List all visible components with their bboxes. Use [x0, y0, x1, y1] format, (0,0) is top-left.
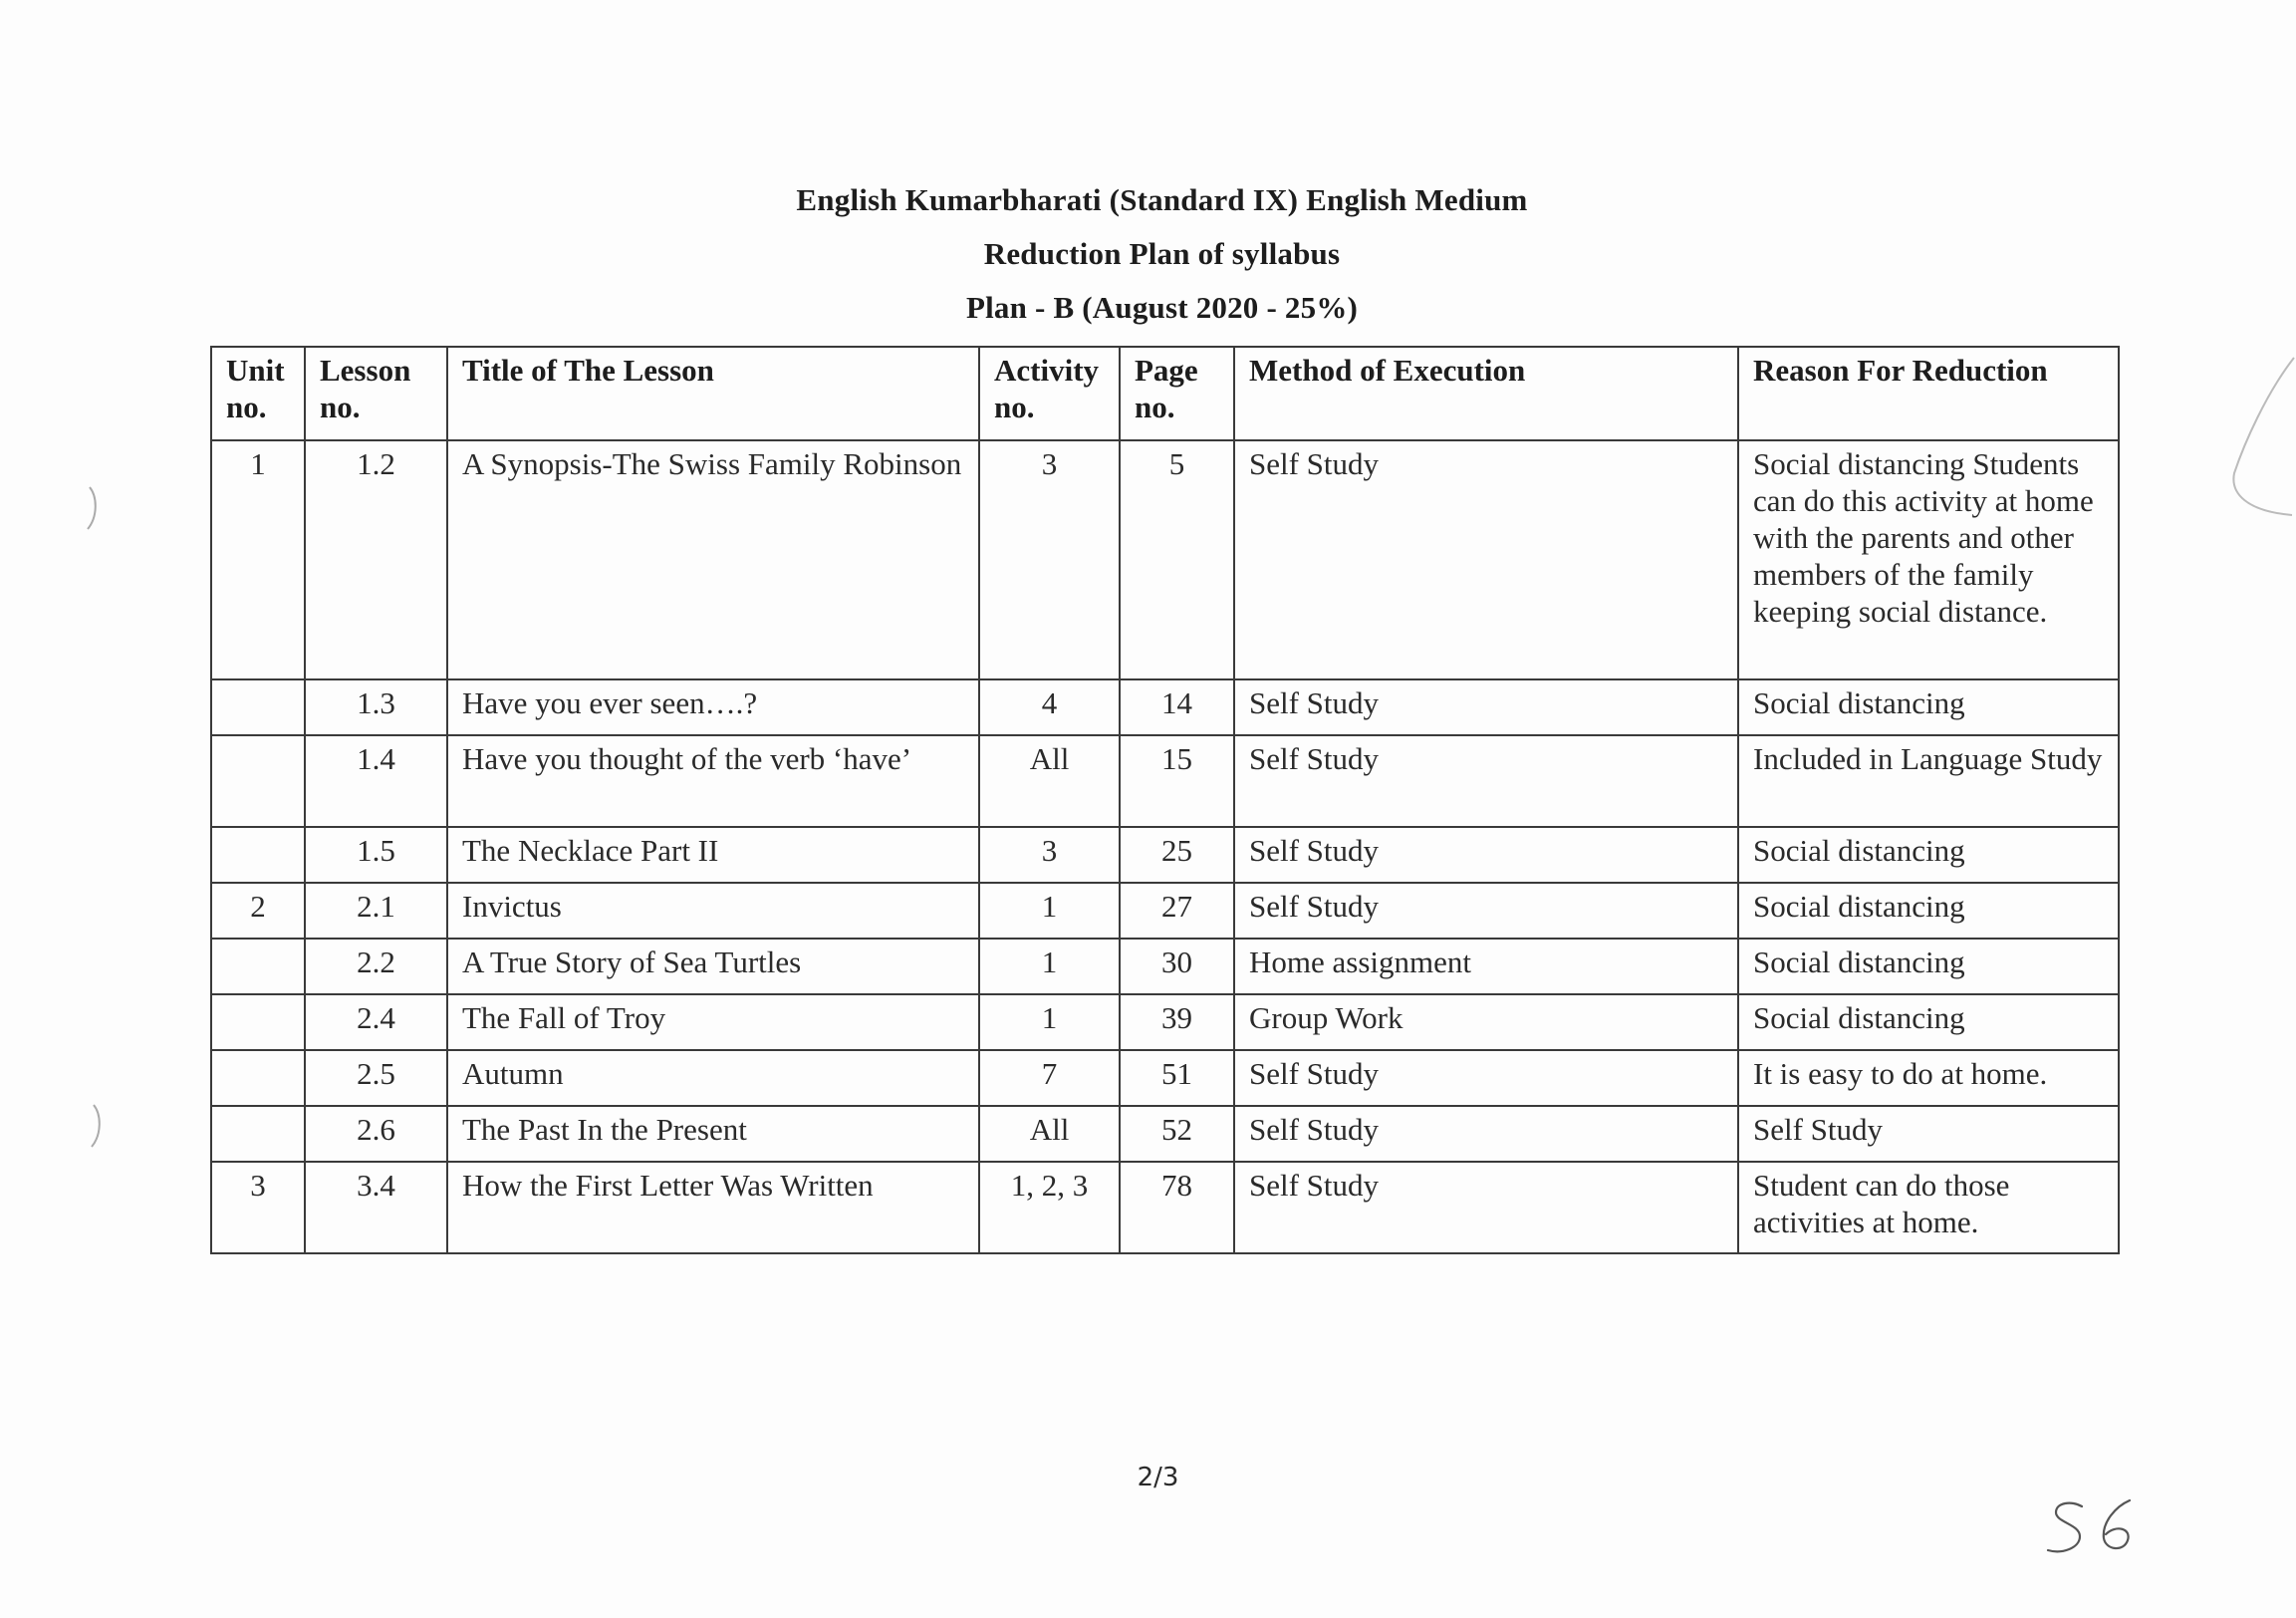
cell-title: Autumn	[447, 1050, 979, 1106]
handwritten-page-number	[2042, 1494, 2162, 1564]
cell-activity: 3	[979, 440, 1120, 679]
cell-activity: 3	[979, 827, 1120, 883]
cell-lesson: 2.5	[305, 1050, 447, 1106]
cell-page: 52	[1120, 1106, 1234, 1162]
cell-method: Self Study	[1234, 827, 1738, 883]
scan-mark-right	[2226, 354, 2296, 523]
cell-unit: 2	[211, 883, 305, 939]
cell-activity: All	[979, 1106, 1120, 1162]
cell-method: Self Study	[1234, 883, 1738, 939]
table-row	[211, 883, 2119, 939]
cell-page: 14	[1120, 679, 1234, 735]
cell-activity: 1	[979, 939, 1120, 994]
cell-reason: Social distancing Students can do this activity at home with the parents and other members of the family keeping social distance.	[1738, 440, 2119, 679]
cell-title: Invictus	[447, 883, 979, 939]
cell-activity: 1	[979, 883, 1120, 939]
table-row	[211, 994, 2119, 1050]
cell-unit	[211, 1106, 305, 1162]
cell-title: A True Story of Sea Turtles	[447, 939, 979, 994]
cell-title: The Past In the Present	[447, 1106, 979, 1162]
cell-title: The Necklace Part II	[447, 827, 979, 883]
cell-unit	[211, 994, 305, 1050]
table-row	[211, 1050, 2119, 1106]
cell-activity: All	[979, 735, 1120, 827]
cell-page: 15	[1120, 735, 1234, 827]
cell-lesson: 2.1	[305, 883, 447, 939]
table-row	[211, 827, 2119, 883]
cell-unit	[211, 1050, 305, 1106]
cell-unit	[211, 939, 305, 994]
cell-activity: 4	[979, 679, 1120, 735]
cell-page: 25	[1120, 827, 1234, 883]
cell-method: Group Work	[1234, 994, 1738, 1050]
table-row	[211, 939, 2119, 994]
column-header-reason: Reason For Reduction	[1738, 347, 2119, 440]
cell-method: Self Study	[1234, 735, 1738, 827]
reduction-plan-table	[210, 346, 2120, 1254]
cell-unit	[211, 827, 305, 883]
cell-method: Self Study	[1234, 1050, 1738, 1106]
plan-title: Plan - B (August 2020 - 25%)	[965, 290, 1359, 325]
document-subtitle: Reduction Plan of syllabus	[983, 236, 1341, 271]
cell-page: 51	[1120, 1050, 1234, 1106]
document-title: English Kumarbharati (Standard IX) English Medium	[796, 182, 1528, 217]
page-number: 2/3	[1137, 1463, 1179, 1492]
cell-method: Self Study	[1234, 679, 1738, 735]
cell-title: A Synopsis-The Swiss Family Robinson	[447, 440, 979, 679]
column-header-method: Method of Execution	[1234, 347, 1738, 440]
cell-reason: Student can do those activities at home.	[1738, 1162, 2119, 1253]
cell-reason: Self Study	[1738, 1106, 2119, 1162]
cell-title: Have you ever seen….?	[447, 679, 979, 735]
cell-method: Home assignment	[1234, 939, 1738, 994]
cell-lesson: 1.2	[305, 440, 447, 679]
table-header-row	[211, 347, 2119, 440]
cell-page: 5	[1120, 440, 1234, 679]
cell-activity: 1, 2, 3	[979, 1162, 1120, 1253]
cell-lesson: 2.4	[305, 994, 447, 1050]
cell-reason: Social distancing	[1738, 994, 2119, 1050]
cell-reason: Social distancing	[1738, 827, 2119, 883]
cell-lesson: 1.5	[305, 827, 447, 883]
table-row	[211, 440, 2119, 679]
column-header-page: Page no.	[1120, 347, 1234, 440]
cell-method: Self Study	[1234, 1162, 1738, 1253]
column-header-activity: Activity no.	[979, 347, 1120, 440]
cell-title: Have you thought of the verb ‘have’	[447, 735, 979, 827]
cell-lesson: 2.6	[305, 1106, 447, 1162]
cell-reason: It is easy to do at home.	[1738, 1050, 2119, 1106]
cell-unit: 1	[211, 440, 305, 679]
cell-page: 27	[1120, 883, 1234, 939]
scan-mark-left-lower	[86, 1101, 116, 1151]
cell-lesson: 1.3	[305, 679, 447, 735]
cell-page: 78	[1120, 1162, 1234, 1253]
table-row	[211, 679, 2119, 735]
cell-title: How the First Letter Was Written	[447, 1162, 979, 1253]
column-header-unit: Unit no.	[211, 347, 305, 440]
cell-page: 39	[1120, 994, 1234, 1050]
cell-reason: Social distancing	[1738, 939, 2119, 994]
cell-reason: Included in Language Study	[1738, 735, 2119, 827]
cell-method: Self Study	[1234, 1106, 1738, 1162]
cell-unit	[211, 679, 305, 735]
column-header-title: Title of The Lesson	[447, 347, 979, 440]
column-header-lesson: Lesson no.	[305, 347, 447, 440]
table-row	[211, 735, 2119, 827]
cell-title: The Fall of Troy	[447, 994, 979, 1050]
cell-method: Self Study	[1234, 440, 1738, 679]
cell-lesson: 1.4	[305, 735, 447, 827]
cell-lesson: 2.2	[305, 939, 447, 994]
table-row	[211, 1106, 2119, 1162]
cell-activity: 1	[979, 994, 1120, 1050]
cell-page: 30	[1120, 939, 1234, 994]
table-row	[211, 1162, 2119, 1253]
cell-reason: Social distancing	[1738, 679, 2119, 735]
cell-lesson: 3.4	[305, 1162, 447, 1253]
cell-unit	[211, 735, 305, 827]
scan-mark-left-upper	[80, 483, 110, 533]
cell-unit: 3	[211, 1162, 305, 1253]
cell-reason: Social distancing	[1738, 883, 2119, 939]
cell-activity: 7	[979, 1050, 1120, 1106]
